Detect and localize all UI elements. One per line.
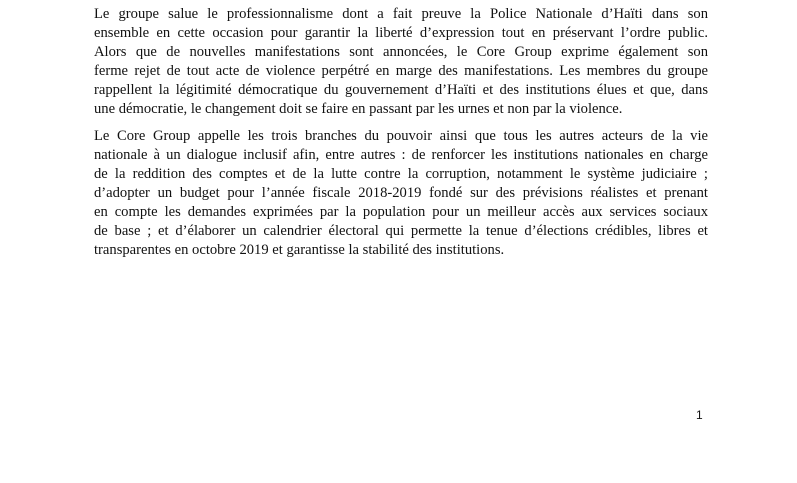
text-line: ensemble en cette occasion pour garantir la liberté d’expression tout en préservant l’ordre public. — [94, 25, 708, 41]
text-line: de base ; et d’élaborer un calendrier électoral qui permette la tenue d’élections crédibles, libres et — [94, 223, 708, 239]
text-line: transparentes en octobre 2019 et garantisse la stabilité des institutions. — [94, 242, 505, 258]
text-line: nationale à un dialogue inclusif afin, entre autres : de renforcer les institutions nationales en charge — [94, 147, 708, 163]
text-line: Le Core Group appelle les trois branches du pouvoir ainsi que tous les autres acteurs de la vie — [94, 128, 708, 144]
document-body — [94, 5, 708, 260]
text-line: Le groupe salue le professionnalisme dont a fait preuve la Police Nationale d’Haïti dans son — [94, 6, 708, 22]
text-line: de la reddition des comptes et de la lutte contre la corruption, notamment le système judiciaire ; — [94, 166, 708, 182]
text-line: en compte les demandes exprimées par la population pour un meilleur accès aux services sociaux — [94, 204, 708, 220]
text-line: rappellent la légitimité démocratique du gouvernement d’Haïti et des institutions élues et que, dans — [94, 82, 708, 98]
paragraph-dialogue — [94, 127, 708, 260]
paragraph-police — [94, 5, 708, 119]
text-line: d’adopter un budget pour l’année fiscale 2018-2019 fondé sur des prévisions réalistes et prenant — [94, 185, 708, 201]
text-line: Alors que de nouvelles manifestations sont annoncées, le Core Group exprime également son — [94, 44, 708, 60]
page-number: 1 — [696, 408, 703, 422]
text-line: ferme rejet de tout acte de violence perpétré en marge des manifestations. Les membres du groupe — [94, 63, 708, 79]
text-line: une démocratie, le changement doit se faire en passant par les urnes et non par la violence. — [94, 101, 623, 117]
